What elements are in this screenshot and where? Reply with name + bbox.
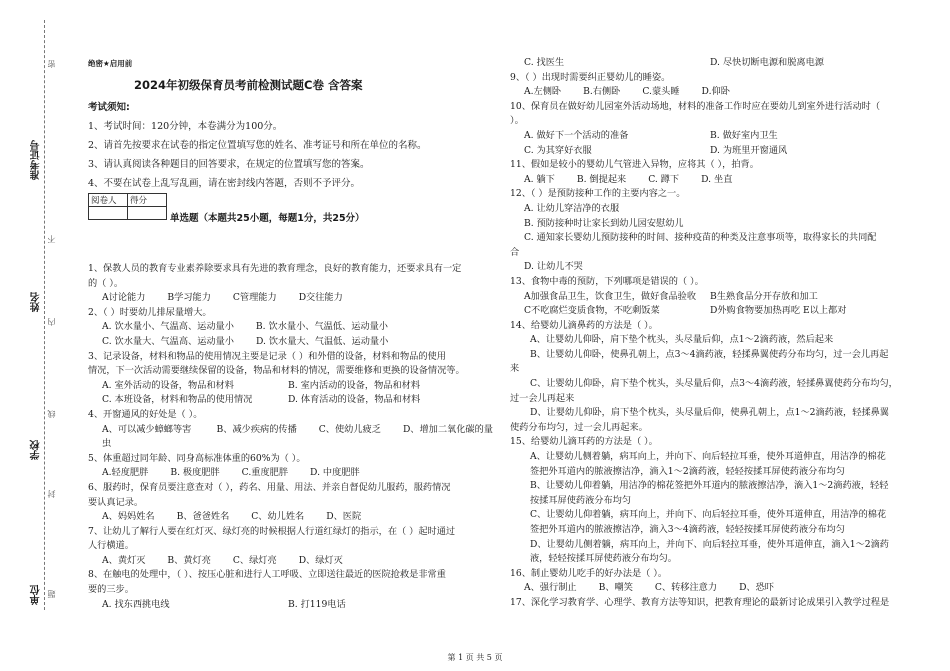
answer-option: D.仰卧 — [701, 86, 730, 98]
margin-field-label: 单位 — [31, 585, 42, 605]
answer-option: C. 蹲下 — [648, 173, 680, 185]
answer-option: C、幼儿姓名 — [251, 511, 305, 523]
answer-options — [88, 554, 493, 569]
notice-item: 4、不要在试卷上乱写乱画，请在密封线内答题，否则不予评分。 — [88, 178, 361, 189]
question-line: A. 让幼儿穿洁净的衣服 — [524, 202, 620, 214]
question-line: 5、体重超过同年龄、同身高标准体重的60%为（ ）。 — [88, 452, 306, 464]
answer-option: B. 打119电话 — [288, 598, 346, 610]
answer-option: B、嘲笑 — [598, 582, 633, 594]
question-line: 15、给婴幼儿滴耳药的方法是（ ）。 — [510, 436, 658, 448]
answer-option: D、恐吓 — [739, 582, 774, 594]
answer-option: B、黄灯亮 — [167, 554, 211, 566]
question-line: 17、深化学习教育学、心理学、教育方法等知识，把教育理论的最新讨论成果引入教学过程是 — [510, 596, 890, 608]
margin-field-label: 姓名 — [31, 292, 42, 312]
answer-options — [88, 335, 493, 350]
answer-option: A.轻度肥胖 — [102, 467, 149, 479]
answer-option: D. 中度肥胖 — [310, 467, 360, 479]
seal-char: 密 — [47, 60, 56, 68]
answer-option: A、妈妈姓名 — [102, 511, 155, 523]
answer-options — [510, 85, 910, 100]
seal-line — [44, 20, 45, 610]
score-blank — [128, 207, 167, 220]
question-line: D、让婴幼儿侧着躺，病耳向上，并向下、向后轻拉耳垂，使外耳道伸直，滴入1～2滴药 — [530, 538, 889, 550]
answer-option: B生熟食品分开存放和加工 — [710, 290, 818, 302]
question-line: 情况，下一次活动需要继续保留的设备，物品和材料的情况，需要维修和更换的设备情况等。 — [88, 365, 465, 377]
right-column — [510, 56, 910, 611]
question-line: D. 让幼儿不哭 — [524, 261, 583, 273]
answer-option: A、黄灯灭 — [102, 554, 146, 566]
notice-item: 1、考试时间：120分钟，本卷满分为100分。 — [88, 121, 283, 132]
answer-options — [88, 466, 493, 481]
answer-options — [88, 510, 493, 525]
question-line: 13、食物中毒的预防，下列哪项是错误的（ ）。 — [510, 275, 704, 287]
answer-options — [88, 379, 493, 394]
question-line: 合 — [510, 246, 520, 258]
answer-option: C、转移注意力 — [654, 582, 718, 594]
question-line: 1、保教人员的教育专业素养除要求具有先进的教育理念，良好的教育能力，还要求具有一定 — [88, 263, 462, 274]
answer-option: C. 找医生 — [524, 57, 565, 68]
question-line: C、让婴幼儿仰卧，肩下垫个枕头，头尽量后仰，点3～4滴药液，轻揉鼻翼使药分布均匀， — [530, 378, 898, 390]
answer-option: D. 饮水量大、气温低、运动量小 — [255, 335, 389, 347]
seal-char: 内 — [47, 318, 56, 326]
answer-option: D. 为班里开窗通风 — [710, 144, 788, 156]
seal-char: 封 — [47, 490, 56, 498]
question-line: 12、（ ）是预防接种工作的主要内容之一。 — [510, 188, 686, 200]
question-line: 9、（ ）出现时需要纠正婴幼儿的睡姿。 — [510, 71, 671, 83]
question-line: 签把外耳道内的脓液擦洁净，滴入1～2滴药液，轻轻按揉耳屏使药液分布均匀 — [530, 465, 845, 477]
answer-option: A. 找东西挑电线 — [102, 598, 170, 610]
answer-option: A. 躺下 — [524, 173, 555, 185]
score-table — [88, 193, 167, 220]
answer-option: D. 坐直 — [701, 173, 733, 185]
question-line: 使药分布均匀，过一会儿再起来。 — [510, 421, 648, 433]
answer-options — [510, 56, 910, 71]
answer-options — [88, 598, 493, 613]
answer-option: C. 本班设备，材料和物品的使用情况 — [102, 394, 253, 406]
answer-option: D外购食物要加热再吃 E以上都对 — [710, 305, 847, 317]
answer-option: C、使幼儿疲乏 — [318, 423, 381, 435]
question-line: A、让婴幼儿侧着躺，病耳向上，并向下、向后轻拉耳垂，使外耳道伸直，用洁净的棉花 — [530, 451, 886, 463]
question-line: C、让婴幼儿仰着躺，病耳向上，并向下、向后轻拉耳垂，使外耳道伸直，用洁净的棉花 — [530, 509, 887, 521]
answer-options — [510, 129, 910, 144]
answer-option: C.蒙头睡 — [642, 86, 680, 98]
question-line: 人行横道。 — [88, 540, 134, 552]
answer-options — [510, 304, 910, 319]
grader-cell: 阅卷人 — [89, 194, 128, 207]
seal-char: 不 — [47, 235, 56, 243]
question-line: A、让婴幼儿仰卧，肩下垫个枕头，头尽量后仰，点1～2滴药液，然后起来 — [530, 334, 834, 346]
question-line: B. 预防接种时让家长到幼儿园安慰幼儿 — [524, 217, 684, 229]
answer-option: B.右侧卧 — [583, 86, 621, 98]
page-footer: 第 1 页 共 5 页 — [447, 653, 503, 662]
question-line: B、让婴幼儿仰着躺，用洁净的棉花签把外耳道内的脓液擦洁净，滴入1～2滴药液，轻轻 — [530, 480, 889, 492]
answer-option: D、医院 — [326, 511, 362, 523]
question-line: 要的三步。 — [88, 584, 134, 596]
left-column — [88, 262, 493, 612]
answer-option: D、增加二氧化碳的量 — [402, 423, 493, 435]
question-line: D、让婴幼儿仰卧，肩下垫个枕头，头尽量后仰，使鼻孔朝上，点1～2滴药液，轻揉鼻翼 — [530, 407, 889, 419]
seal-char: 线 — [47, 410, 56, 418]
question-line: C. 通知家长婴幼儿预防接种的时间、接种疫苗的种类及注意事项等，取得家长的共同配 — [524, 232, 877, 244]
score-cell: 得分 — [128, 194, 167, 207]
answer-option: C. 为其穿好衣服 — [524, 144, 592, 156]
question-line: 8、在触电的处理中，（ ）、按压心脏和进行人工呼吸、立即送往最近的医院抢救是非常重 — [88, 569, 446, 581]
question-line: 11、假如是较小的婴幼儿气管进入异物，应将其（ ），拍背。 — [510, 159, 759, 171]
answer-option: A. 做好下一个活动的准备 — [524, 129, 629, 141]
margin-field-label: 准考证号 — [31, 140, 42, 180]
answer-option: B. 饮水量小、气温低、运动量小 — [255, 321, 388, 333]
answer-option: A.左侧卧 — [524, 86, 562, 98]
answer-option: B. 倒提起来 — [576, 173, 627, 185]
answer-option: A. 饮水量小、气温高、运动量小 — [102, 321, 234, 333]
question-line: 16、制止婴幼儿吃手的好办法是（ ）。 — [510, 567, 668, 579]
question-line: 14、给婴幼儿滴鼻药的方法是（ ）。 — [510, 319, 658, 331]
answer-option: B学习能力 — [167, 292, 211, 304]
answer-options — [88, 393, 493, 408]
question-line: 7、让幼儿了解行人要在红灯灭、绿灯亮的时候根据人行道红绿灯的指示，在（ ）起时通过 — [88, 525, 456, 537]
section-title: 单选题（本题共25小题，每题1分，共25分） — [170, 213, 365, 224]
question-line: 要认真记录。 — [88, 496, 144, 508]
answer-options — [88, 291, 493, 306]
question-line: 2、（ ）时要幼儿排尿量增大。 — [88, 306, 212, 318]
question-line: 4、开窗通风的好处是（ ）。 — [88, 408, 203, 420]
answer-option: C. 饮水量大、气温高、运动量小 — [102, 335, 234, 347]
answer-options — [510, 144, 910, 159]
seal-char: 题 — [47, 590, 56, 598]
question-line: 液，轻轻按揉耳屏使药液分布均匀。 — [530, 553, 677, 565]
answer-option: C.重度肥胖 — [241, 467, 289, 479]
binding-margin — [0, 0, 62, 671]
notice-heading: 考试须知: — [88, 102, 130, 113]
answer-option: C管理能力 — [232, 292, 277, 304]
answer-option: C、绿灯亮 — [232, 554, 277, 566]
question-line: 来 — [510, 363, 520, 375]
question-line: ）。 — [510, 115, 524, 127]
answer-option: B、爸爸姓名 — [176, 511, 230, 523]
answer-option: B. 室内活动的设备，物品和材料 — [288, 379, 421, 391]
answer-option: C不吃腐烂变质食物，不吃剩饭菜 — [524, 305, 660, 317]
answer-option: A加强食品卫生，饮食卫生，做好食品验收 — [524, 290, 697, 302]
margin-field-label: 学校 — [31, 440, 42, 460]
answer-option: D. 体育活动的设备，物品和材料 — [288, 394, 421, 406]
answer-options — [510, 290, 910, 305]
answer-options — [510, 173, 910, 188]
answer-options — [88, 320, 493, 335]
answer-option: A、可以减少蟑螂等害虫 — [102, 423, 192, 450]
question-line: 的（ ）。 — [88, 277, 124, 289]
answer-options — [88, 423, 493, 452]
answer-option: A. 室外活动的设备，物品和材料 — [102, 379, 234, 391]
answer-option: D. 尽快切断电源和脱离电源 — [710, 57, 824, 68]
question-line: 3、记录设备，材料和物品的使用情况主要是记录（ ）和外借的设备，材料和物品的使用 — [88, 350, 446, 362]
answer-option: D交往能力 — [298, 292, 343, 304]
answer-option: A讨论能力 — [102, 292, 146, 304]
question-line: 6、服药时，保育员要注意查对（ ），药名、用量、用法、并亲自督促幼儿服药，服药情况 — [88, 481, 451, 493]
question-line: 10、保育员在做好幼儿园室外活动场地，材料的准备工作时应在要幼儿到室外进行活动时（ — [510, 100, 881, 112]
grader-blank — [89, 207, 128, 220]
page-title: 2024年初级保育员考前检测试题C卷 含答案 — [134, 78, 363, 92]
question-line: 按揉耳屏使药液分布均匀 — [530, 494, 632, 506]
notice-block — [88, 98, 488, 193]
notice-item: 2、请首先按要求在试卷的指定位置填写您的姓名、准考证号和所在单位的名称。 — [88, 140, 427, 151]
answer-option: A、强行制止 — [524, 582, 577, 594]
confidential-note: 绝密★启用前 — [88, 59, 133, 68]
notice-item: 3、请认真阅读各种题目的回答要求，在规定的位置填写您的答案。 — [88, 159, 370, 170]
answer-option: D、绿灯灭 — [298, 554, 343, 566]
answer-option: B、减少疾病的传播 — [216, 423, 297, 435]
question-line: 签把外耳道内的脓液擦洁净，滴入3～4滴药液，轻轻按揉耳屏使药液分布均匀 — [530, 524, 845, 535]
answer-option: B. 做好室内卫生 — [710, 129, 778, 141]
question-line: B、让婴幼儿仰卧，使鼻孔朝上，点3～4滴药液，轻揉鼻翼使药分布均匀，过一会儿再起 — [530, 348, 889, 360]
answer-options — [510, 581, 910, 596]
question-line: 过一会儿再起来 — [510, 392, 575, 404]
answer-option: B. 极度肥胖 — [170, 467, 220, 479]
